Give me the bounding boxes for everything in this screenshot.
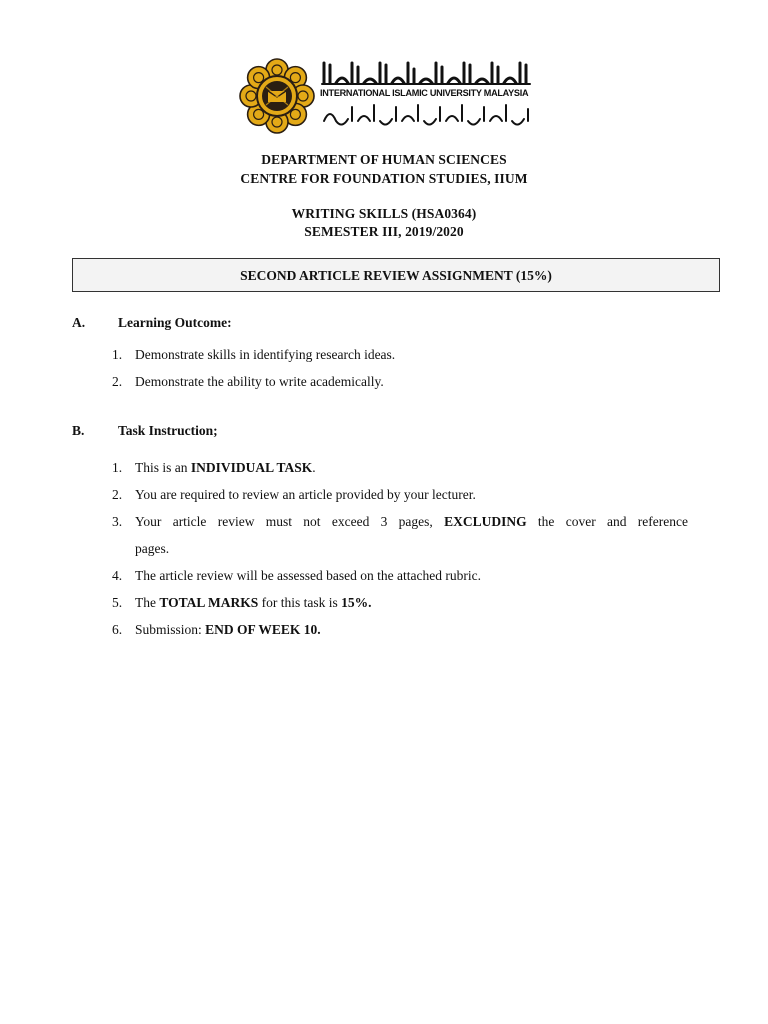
university-logo (238, 57, 534, 135)
centre-name: CENTRE FOR FOUNDATION STUDIES, IIUM (240, 171, 528, 186)
assignment-title-box (72, 258, 720, 292)
list-emphasis: END OF WEEK 10. (205, 622, 321, 637)
list-item (112, 481, 688, 508)
section-letter: B. (72, 423, 85, 438)
list-item (112, 341, 688, 368)
list-item (112, 368, 688, 395)
assignment-title: SECOND ARTICLE REVIEW ASSIGNMENT (15%) (240, 268, 552, 283)
list-number: 1. (112, 460, 123, 475)
list-text: This is an (135, 460, 191, 475)
list-number: 2. (112, 487, 123, 502)
list-item (112, 454, 688, 481)
list-text: Demonstrate the ability to write academically. (135, 374, 384, 389)
list-text: pages. (135, 541, 170, 556)
semester-label: SEMESTER III, 2019/2020 (304, 224, 464, 239)
list-emphasis: TOTAL MARKS (159, 595, 259, 610)
list-item (112, 562, 688, 589)
list-text: The article review will be assessed based on the attached rubric. (135, 568, 481, 583)
section-title: Learning Outcome: (118, 315, 232, 330)
learning-outcome-list (112, 341, 688, 395)
list-text: Your article review must not exceed 3 pages, (135, 514, 445, 529)
logo-english-name: INTERNATIONAL ISLAMIC UNIVERSITY MALAYSIA (320, 88, 529, 99)
list-item (112, 589, 688, 616)
iium-emblem-icon (238, 57, 316, 135)
list-number: 2. (112, 374, 123, 389)
list-number: 3. (112, 514, 123, 529)
list-text: . (312, 460, 316, 475)
section-letter: A. (72, 315, 86, 330)
list-number: 5. (112, 595, 123, 610)
section-b-heading (72, 423, 218, 439)
list-line (135, 508, 688, 535)
list-emphasis: 15%. (341, 595, 372, 610)
list-text: You are required to review an article provided by your lecturer. (135, 487, 476, 502)
list-text: the cover and reference (526, 514, 688, 529)
jawi-calligraphy-icon (320, 101, 532, 131)
list-text: Demonstrate skills in identifying research ideas. (135, 347, 396, 362)
logo-wordmark (320, 59, 532, 133)
section-a-heading (72, 315, 232, 331)
section-title: Task Instruction; (118, 423, 218, 438)
list-item (112, 616, 688, 643)
list-line (135, 535, 688, 562)
list-number: 4. (112, 568, 123, 583)
list-text: The (135, 595, 160, 610)
list-emphasis: INDIVIDUAL TASK (190, 460, 313, 475)
course-name: WRITING SKILLS (HSA0364) (291, 206, 477, 221)
list-number: 6. (112, 622, 123, 637)
list-text: for this task is (258, 595, 342, 610)
department-name: DEPARTMENT OF HUMAN SCIENCES (261, 152, 507, 167)
arabic-calligraphy-icon (320, 59, 532, 87)
list-item (112, 508, 688, 562)
list-text: Submission: (135, 622, 206, 637)
list-emphasis: EXCLUDING (444, 514, 527, 529)
list-number: 1. (112, 347, 123, 362)
task-instruction-list (112, 454, 688, 643)
